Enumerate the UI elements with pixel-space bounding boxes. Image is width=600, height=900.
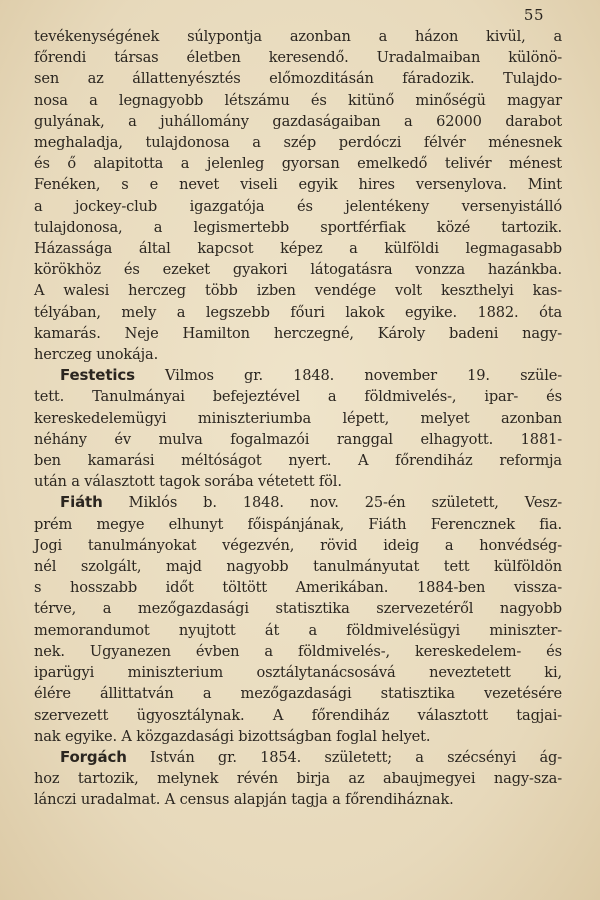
entry-name: Fiáth <box>60 493 103 512</box>
text-line: nosa a legnagyobb létszámu és kitünő minőségü magyar <box>34 91 562 109</box>
text-line: iparügyi miniszterium osztálytanácsosává neveztetett ki, <box>34 664 562 682</box>
text-line: tevékenységének súlypontja azonban a házon kivül, a <box>34 28 562 45</box>
entry-first-text: István gr. 1854. született; a szécsényi ág- <box>150 748 563 766</box>
text-line: nak egyike. A közgazdasági bizottságban foglal helyet. <box>34 727 431 745</box>
entry-first-text: Vilmos gr. 1848. november 19. szüle- <box>165 367 562 385</box>
text-line: főrendi társas életben keresendő. Uradalmaiban különö- <box>34 49 562 67</box>
text-line: s hosszabb időt töltött Amerikában. 1884-ben vissza- <box>34 579 562 597</box>
entry-festetics <box>34 365 562 492</box>
text-line: tulajdonosa, a legismertebb sportférfiak közé tartozik. <box>34 218 562 236</box>
text-line: nek. Ugyanezen évben a földmivelés-, kereskedelem- és <box>34 642 562 660</box>
entry-name: Forgách <box>60 747 127 766</box>
text-line: és ő alapitotta a jelenleg gyorsan emelkedő telivér ménest <box>34 155 562 173</box>
text-line: után a választott tagok sorába vétetett föl. <box>34 473 342 491</box>
page-body <box>34 26 562 811</box>
page-number: 55 <box>523 6 544 24</box>
text-line: Házassága által kapcsot képez a külföldi legmagasabb <box>34 240 562 258</box>
text-line: Fenéken, s e nevet viseli egyik hires versenylova. Mint <box>34 176 562 194</box>
text-line: néhány év mulva fogalmazói ranggal elhagyott. 1881- <box>34 430 562 448</box>
text-line: tett. Tanulmányai befejeztével a földmivelés-, ipar- és <box>34 388 562 406</box>
intro-paragraph <box>34 26 562 365</box>
text-line: élére állittatván a mezőgazdasági statisztika vezetésére <box>34 685 562 703</box>
entry-forgach <box>34 747 562 811</box>
text-line: herczeg unokája. <box>34 346 159 364</box>
text-line: nél szolgált, majd nagyobb tanulmányutat tett külföldön <box>34 558 562 576</box>
text-line: sen az állattenyésztés előmozditásán fáradozik. Tulajdo- <box>34 70 562 88</box>
text-line: körökhöz és ezeket gyakori látogatásra vonzza hazánkba. <box>34 261 562 279</box>
text-line: prém megye elhunyt főispánjának, Fiáth Ferencznek fia. <box>34 515 562 533</box>
text-line: lánczi uradalmat. A census alapján tagja a főrendiháznak. <box>34 791 454 809</box>
text-line: gulyának, a juhállomány gazdaságaiban a 62000 darabot <box>34 112 562 130</box>
entry-fiath <box>34 492 562 746</box>
text-line: kamarás. Neje Hamilton herczegné, Károly badeni nagy- <box>34 324 562 342</box>
entry-first-line <box>34 747 562 768</box>
text-line: hoz tartozik, melynek révén birja az abaujmegyei nagy-sza- <box>34 770 562 788</box>
text-line: A walesi herczeg több izben vendége volt keszthelyi kas- <box>34 282 562 300</box>
text-line: kereskedelemügyi miniszteriumba lépett, melyet azonban <box>34 409 562 427</box>
text-line: ben kamarási méltóságot nyert. A főrendiház reformja <box>34 452 562 470</box>
entry-first-line <box>34 365 562 386</box>
text-line: télyában, mely a legszebb főuri lakok egyike. 1882. óta <box>34 303 562 321</box>
entry-name: Festetics <box>60 366 135 385</box>
text-line: térve, a mezőgazdasági statisztika szervezetéről nagyobb <box>34 600 562 618</box>
entry-first-text: Miklós b. 1848. nov. 25-én született, Vesz- <box>128 494 562 512</box>
text-line: meghaladja, tulajdonosa a szép perdóczi félvér ménesnek <box>34 134 562 152</box>
entry-first-line <box>34 492 562 513</box>
text-line: szervezett ügyosztálynak. A főrendiház választott tagjai- <box>34 706 562 724</box>
text-line: a jockey-club igazgatója és jelentékeny versenyistálló <box>34 197 562 215</box>
text-line: Jogi tanulmányokat végezvén, rövid ideig a honvédség- <box>34 536 562 554</box>
text-line: memorandumot nyujtott át a földmivelésügyi miniszter- <box>34 621 562 639</box>
